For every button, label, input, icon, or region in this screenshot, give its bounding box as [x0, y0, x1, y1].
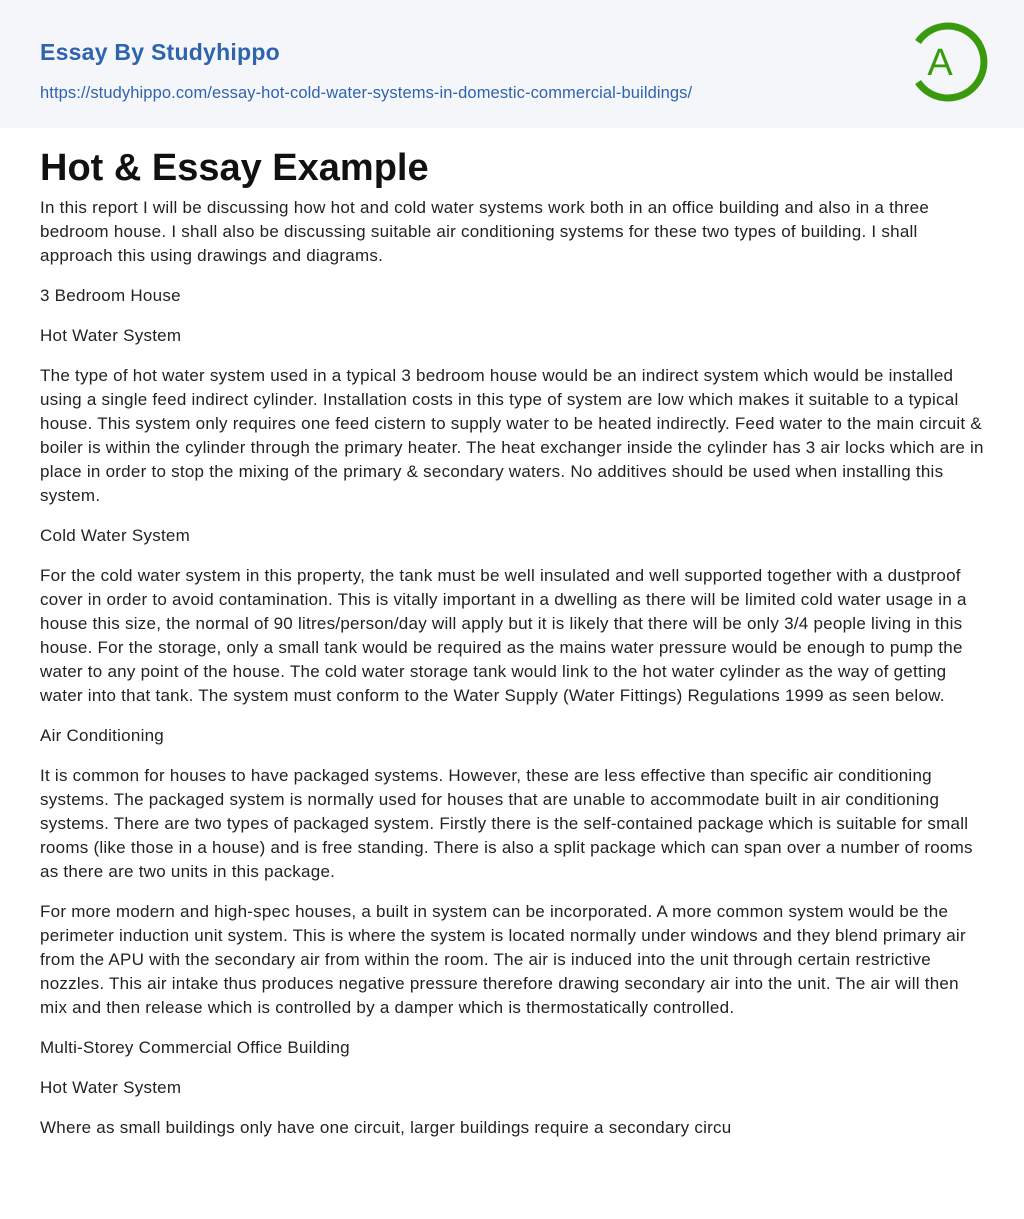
logo-letter: A — [927, 42, 953, 84]
paragraph: For more modern and high-spec houses, a built in system can be incorporated. A more common system would be the perimeter induction unit system. This is where the system is located normally under windows and they blend primary air from the APU with the secondary air from within the room. The air is induced into the unit through certain restrictive nozzles. This air intake thus produces negative pressure therefore drawing secondary air into the unit. The air will then mix and then release which is controlled by a damper which is thermostatically controlled. — [40, 902, 966, 1017]
essay-content — [0, 128, 1024, 1140]
site-header — [0, 0, 1024, 128]
paragraph: Where as small buildings only have one circuit, larger buildings require a secondary circu — [40, 1118, 732, 1137]
section-heading: Hot Water System — [40, 326, 182, 345]
section-heading: Hot Water System — [40, 1078, 182, 1097]
source-link[interactable]: https://studyhippo.com/essay-hot-cold-water-systems-in-domestic-commercial-buildings/ — [40, 84, 693, 102]
intro-paragraph: In this report I will be discussing how hot and cold water systems work both in an office building and also in a three bedroom house. I shall also be discussing suitable air conditioning systems for these two types of building. I shall approach this using drawings and diagrams. — [40, 198, 930, 265]
brand-title: Essay By Studyhippo — [40, 39, 280, 65]
paragraph: For the cold water system in this property, the tank must be well insulated and well supported together with a dustproof cover in order to avoid contamination. This is vitally important in a dwelling as there will be limited cold water usage in a house this size, the normal of 90 litres/person/day will apply but it is likely that there will be only 3/4 people living in this house. For the storage, only a small tank would be required as the mains water pressure would be enough to pump the water to any point of the house. The cold water storage tank would link to the hot water cylinder as the way of getting water into that tank. The system must conform to the Water Supply (Water Fittings) Regulations 1999 as seen below. — [40, 566, 967, 705]
section-heading: 3 Bedroom House — [40, 286, 181, 305]
studyhippo-logo-icon — [904, 20, 988, 104]
section-heading: Cold Water System — [40, 526, 191, 545]
section-heading: Air Conditioning — [40, 726, 165, 745]
page-title: Hot & Essay Example — [40, 147, 429, 189]
section-heading: Multi-Storey Commercial Office Building — [40, 1038, 350, 1057]
paragraph: The type of hot water system used in a typical 3 bedroom house would be an indirect system which would be installed using a single feed indirect cylinder. Installation costs in this type of system are low which makes it suitable to a typical house. This system only requires one feed cistern to supply water to be heated indirectly. Feed water to the main circuit & boiler is within the cylinder through the primary heater. The heat exchanger inside the cylinder has 3 air locks which are in place in order to stop the mixing of the primary & secondary waters. No additives should be used when installing this system. — [40, 366, 984, 505]
paragraph: It is common for houses to have packaged systems. However, these are less effective than specific air conditioning systems. The packaged system is normally used for houses that are unable to accommodate built in air conditioning systems. There are two types of packaged system. Firstly there is the self-contained package which is suitable for small rooms (like those in a house) and is free standing. There is also a split package which can span over a number of rooms as there are two units in this package. — [40, 766, 973, 881]
